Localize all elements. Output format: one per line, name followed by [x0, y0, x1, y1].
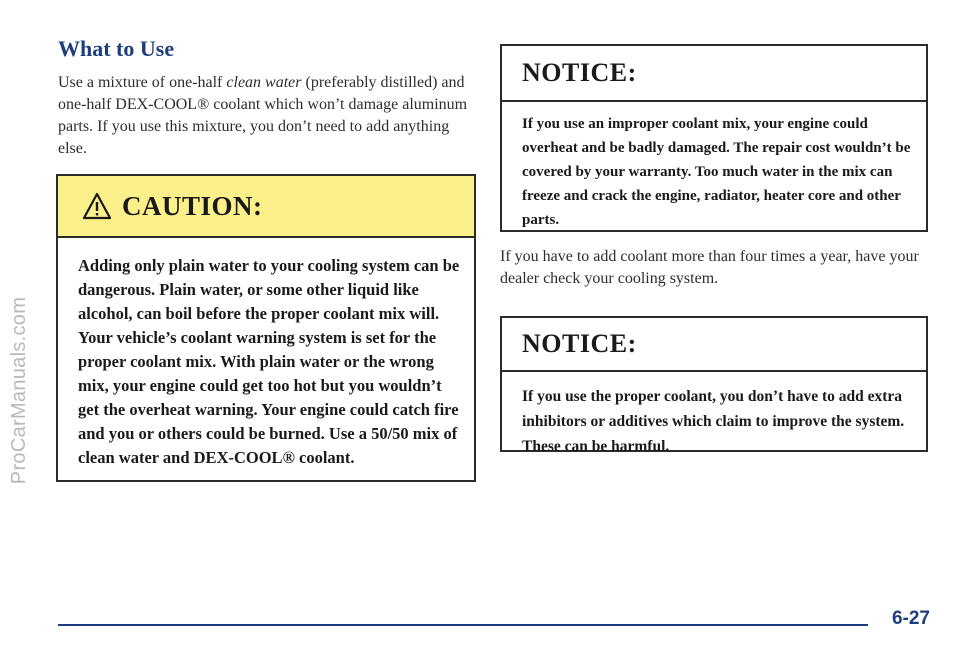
- notice-title: NOTICE:: [522, 58, 637, 87]
- notice-box-additives: [500, 316, 928, 455]
- footer-rule: [58, 624, 868, 626]
- intro-paragraph: [58, 72, 478, 160]
- notice-body: If you use the proper coolant, you don’t have to add extra inhibitors or additives which claim to improve the system. These can be harmful.: [522, 388, 905, 455]
- section-heading: What to Use: [58, 36, 175, 61]
- caution-header: [58, 176, 474, 238]
- page-number: 6-27: [891, 608, 930, 629]
- watermark: [4, 170, 36, 610]
- watermark-text: ProCarManuals.com: [8, 296, 31, 484]
- notice-title: NOTICE:: [522, 329, 637, 358]
- intro-italic-phrase: clean water: [226, 74, 302, 91]
- notice-header: [502, 46, 926, 102]
- caution-body: Adding only plain water to your cooling system can be dangerous. Plain water, or some other liquid like alcohol, can boil before the proper coolant mix will. Your vehicle’s coolant warning system is set for the proper coolant mix. With plain water or the wrong mix, your engine could get too hot but you wouldn’t get the overheat warning. Your engine could catch fire and you or others could be burned. Use a 50/50 mix of clean water and DEX-COOL® coolant.: [78, 256, 460, 467]
- intro-text-start: Use a mixture of one-half: [58, 74, 227, 91]
- notice-box-coolant-mix: [500, 44, 928, 232]
- notice-body: If you use an improper coolant mix, your engine could overheat and be badly damaged. The repair cost wouldn’t be covered by your warranty. Too much water in the mix can freeze and crack the engine, radiator, heater core and other parts.: [522, 116, 911, 228]
- caution-box: [56, 174, 476, 482]
- coolant-frequency-paragraph: If you have to add coolant more than four times a year, have your dealer check your cooling system.: [500, 248, 919, 287]
- notice-header: [502, 318, 926, 372]
- caution-title: CAUTION:: [122, 190, 263, 221]
- intro-text-end: (preferably distilled) and one-half DEX-COOL® coolant which won’t damage aluminum parts. If you use this mixture, you don’t need to add anything else.: [58, 74, 468, 157]
- warning-triangle-icon: [82, 192, 112, 220]
